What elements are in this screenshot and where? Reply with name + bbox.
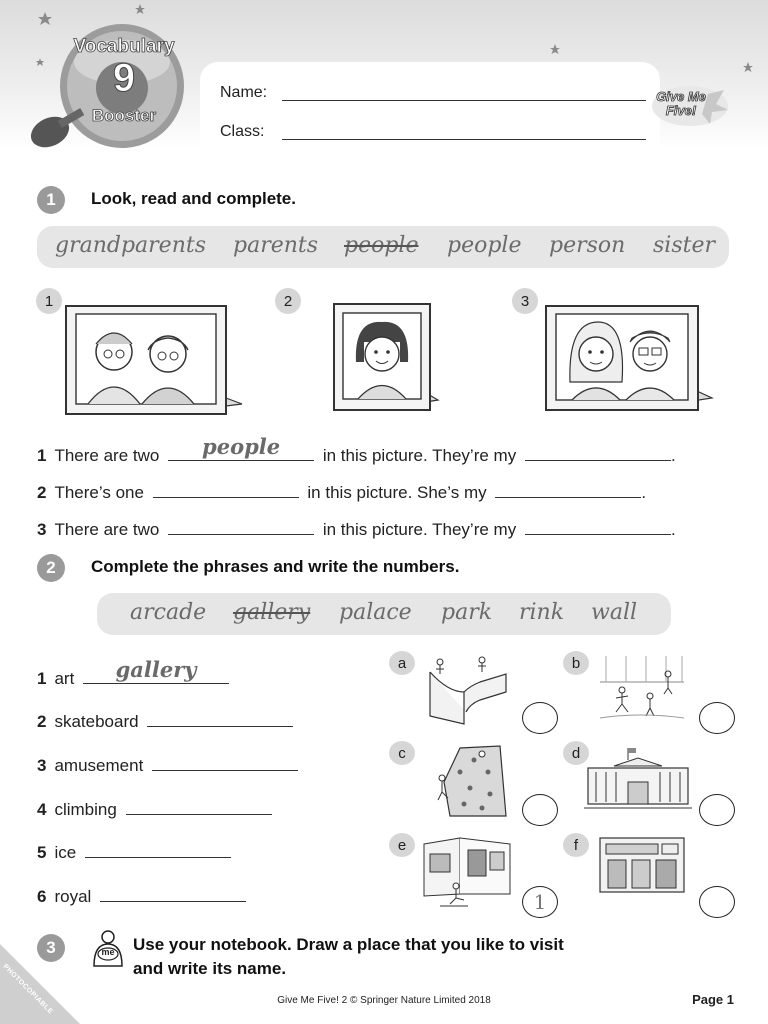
answer-blank[interactable]: [168, 518, 314, 535]
word-bank-item: sister: [653, 233, 715, 258]
example-answer: gallery: [115, 657, 197, 682]
word-bank-item-used: people: [344, 233, 419, 258]
phrase-text: amusement: [54, 756, 144, 775]
word-bank-item: people: [447, 233, 522, 258]
picture-number: 1: [36, 288, 62, 314]
exercise-2-instruction: Complete the phrases and write the numbers.: [91, 557, 460, 576]
sentence-text: There are two: [54, 520, 160, 539]
sentence-end: .: [670, 520, 676, 539]
phrase-1: [37, 657, 229, 689]
give-me-five-logo: [650, 84, 730, 128]
sentence-text: in this picture. They’re my: [322, 446, 517, 465]
me-icon-label: me: [101, 947, 115, 957]
answer-blank[interactable]: [147, 710, 293, 727]
word-bank-item: parents: [233, 233, 319, 258]
word-bank-item: park: [441, 600, 493, 625]
phrase-number: 3: [37, 756, 47, 775]
answer-blank[interactable]: [83, 657, 229, 684]
picture-answer-circle[interactable]: [699, 702, 735, 734]
sentence-text: in this picture. She’s my: [307, 483, 487, 502]
word-bank-item: rink: [519, 600, 565, 625]
phrase-4: [37, 798, 272, 820]
phrase-number: 4: [37, 800, 47, 819]
picture-answer-circle[interactable]: [522, 794, 558, 826]
royal-palace-illustration: [584, 746, 692, 812]
answer-blank[interactable]: [153, 481, 299, 498]
picture-answer-circle[interactable]: 1: [522, 886, 558, 918]
answer-blank[interactable]: [495, 481, 641, 498]
art-gallery-illustration: [420, 834, 516, 910]
picture-answer-circle[interactable]: [522, 702, 558, 734]
answer-blank[interactable]: [85, 841, 231, 858]
answer-blank[interactable]: [168, 434, 314, 461]
sentence-end: .: [670, 446, 676, 465]
answer-blank[interactable]: [100, 885, 246, 902]
word-bank-item: wall: [591, 600, 638, 625]
word-bank-item: arcade: [130, 600, 207, 625]
picture-letter: b: [563, 651, 589, 675]
phrase-text: royal: [54, 887, 92, 906]
copyright-text: Give Me Five! 2 © Springer Nature Limited 2018: [277, 995, 491, 1006]
word-bank-item: palace: [339, 600, 412, 625]
phrase-number: 5: [37, 843, 47, 862]
word-bank-item-used: gallery: [233, 600, 311, 625]
exercise-1-number: 1: [37, 186, 65, 214]
phrase-number: 2: [37, 712, 47, 731]
exercise-1-instruction: Look, read and complete.: [91, 189, 296, 208]
photo-frame-grandparents: [60, 300, 244, 418]
brand-text: Give Me Five!: [656, 89, 706, 118]
phrase-6: [37, 885, 246, 907]
photo-frame-parents: [542, 302, 714, 414]
answer-blank[interactable]: [152, 754, 298, 771]
name-label: Name:: [220, 84, 268, 101]
exercise-3-number: 3: [37, 934, 65, 962]
sentence-text: There’s one: [54, 483, 144, 502]
me-icon: [90, 928, 126, 968]
sentence-1: [37, 434, 676, 466]
phrase-5: [37, 841, 231, 863]
phrase-number: 1: [37, 669, 47, 688]
answer-blank[interactable]: [525, 444, 671, 461]
name-class-panel: [200, 62, 660, 162]
picture-answer-circle[interactable]: [699, 886, 735, 918]
picture-answer-circle[interactable]: [699, 794, 735, 826]
exercise-3-instruction-line-2: and write its name.: [133, 959, 287, 978]
sentence-number: 2: [37, 483, 47, 502]
picture-letter: e: [389, 833, 415, 857]
phrase-number: 6: [37, 887, 47, 906]
badge-number: 9: [112, 56, 136, 100]
name-field[interactable]: [282, 100, 646, 101]
answer-blank[interactable]: [126, 798, 272, 815]
sentence-text: There are two: [54, 446, 160, 465]
picture-letter: c: [389, 741, 415, 765]
amusement-arcade-illustration: [596, 834, 688, 896]
phrase-text: climbing: [54, 800, 117, 819]
exercise-2-number: 2: [37, 554, 65, 582]
climbing-wall-illustration: [430, 742, 510, 820]
phrase-text: skateboard: [54, 712, 139, 731]
word-bank-item: grandparents: [55, 233, 207, 258]
picture-letter: a: [389, 651, 415, 675]
phrase-3: [37, 754, 298, 776]
exercise-2-word-bank: [97, 593, 671, 635]
badge-title: Vocabulary: [73, 36, 175, 57]
sentence-2: [37, 481, 646, 503]
ice-rink-illustration: [596, 652, 688, 724]
answer-blank[interactable]: [525, 518, 671, 535]
class-field[interactable]: [282, 139, 646, 140]
sentence-number: 3: [37, 520, 47, 539]
picture-number: 2: [275, 288, 301, 314]
sentence-3: [37, 518, 676, 540]
phrase-text: ice: [54, 843, 77, 862]
skateboard-park-illustration: [420, 652, 512, 728]
photocopiable-label: PHOTOCOPIABLE: [1, 963, 55, 1016]
photo-frame-sister: [330, 300, 440, 414]
picture-letter: d: [563, 741, 589, 765]
page-number: Page 1: [692, 992, 734, 1007]
word-bank-item: person: [549, 233, 626, 258]
sentence-text: in this picture. They’re my: [322, 520, 517, 539]
phrase-text: art: [54, 669, 75, 688]
class-label: Class:: [220, 123, 265, 140]
badge-subtitle: Booster: [91, 106, 157, 125]
sentence-end: .: [641, 483, 647, 502]
sentence-number: 1: [37, 446, 47, 465]
picture-number: 3: [512, 288, 538, 314]
picture-letter: f: [563, 833, 589, 857]
exercise-3-instruction-line-1: Use your notebook. Draw a place that you like to visit: [133, 935, 564, 954]
exercise-1-word-bank: [37, 226, 729, 268]
example-answer: people: [202, 434, 281, 459]
phrase-2: [37, 710, 293, 732]
photocopiable-corner: [0, 944, 80, 1024]
